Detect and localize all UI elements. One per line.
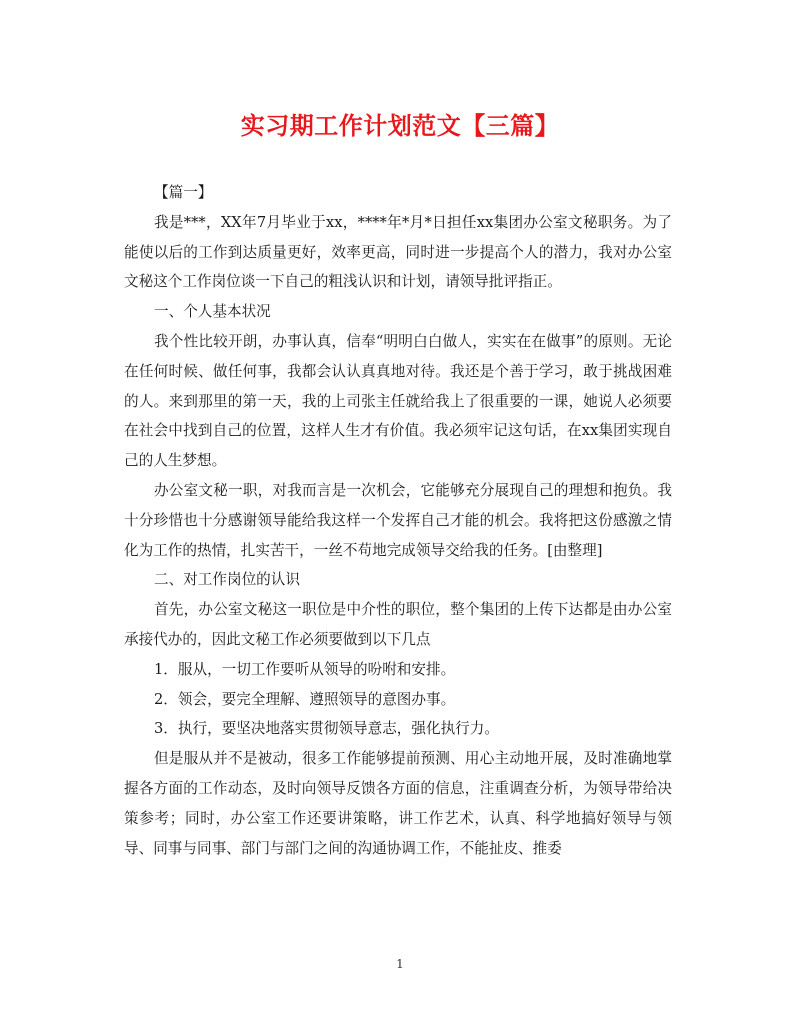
list-item: 3．执行，要坚决地落实贯彻领导意志，强化执行力。 [154, 720, 499, 738]
section-label: 【篇一】 [154, 184, 213, 201]
section-heading: 二、对工作岗位的认识 [154, 571, 300, 589]
document-title: 实习期工作计划范文【三篇】 [240, 111, 560, 140]
document-body [124, 178, 672, 863]
list-item: 1．服从，一切工作要听从领导的吩咐和安排。 [154, 660, 456, 678]
section-heading: 一、个人基本状况 [154, 303, 271, 321]
paragraph: 办公室文秘一职，对我而言是一次机会，它能够充分展现自己的理想和抱负。我十分珍惜也十分感谢领导能给我这样一个发挥自己才能的机会。我将把这份感激之情化为工作的热情，扎实苦干，一丝不苟地完成领导交给我的任务。[由整理] [124, 481, 672, 559]
paragraph: 我是***，XX年7月毕业于xx，****年*月*日担任xx集团办公室文秘职务。为了能使以后的工作到达质量更好，效率更高，同时进一步提高个人的潜力，我对办公室文秘这个工作岗位谈一下自己的粗浅认识和计划，请领导批评指正。 [124, 213, 672, 291]
list-item: 2．领会，要完全理解、遵照领导的意图办事。 [154, 690, 456, 708]
paragraph: 首先，办公室文秘这一职位是中介性的职位，整个集团的上传下达都是由办公室承接代办的，因此文秘工作必须要做到以下几点 [124, 601, 672, 648]
paragraph: 我个性比较开朗，办事认真，信奉“明明白白做人，实实在在做事”的原则。无论在任何时候、做任何事，我都会认认真真地对待。我还是个善于学习，敢于挑战困难的人。来到那里的第一天，我的上司张主任就给我上了很重要的一课，她说人必须要在社会中找到自己的位置，这样人生才有价值。我必须牢记这句话，在xx集团实现自己的人生梦想。 [124, 332, 672, 470]
page-number: 1 [396, 957, 404, 971]
paragraph: 但是服从并不是被动，很多工作能够提前预测、用心主动地开展，及时准确地掌握各方面的工作动态，及时向领导反馈各方面的信息，注重调查分析，为领导带给决策参考；同时，办公室工作还要讲策略，讲工作艺术，认真、科学地搞好领导与领导、同事与同事、部门与部门之间的沟通协调工作，不能扯皮、推委 [124, 750, 672, 857]
